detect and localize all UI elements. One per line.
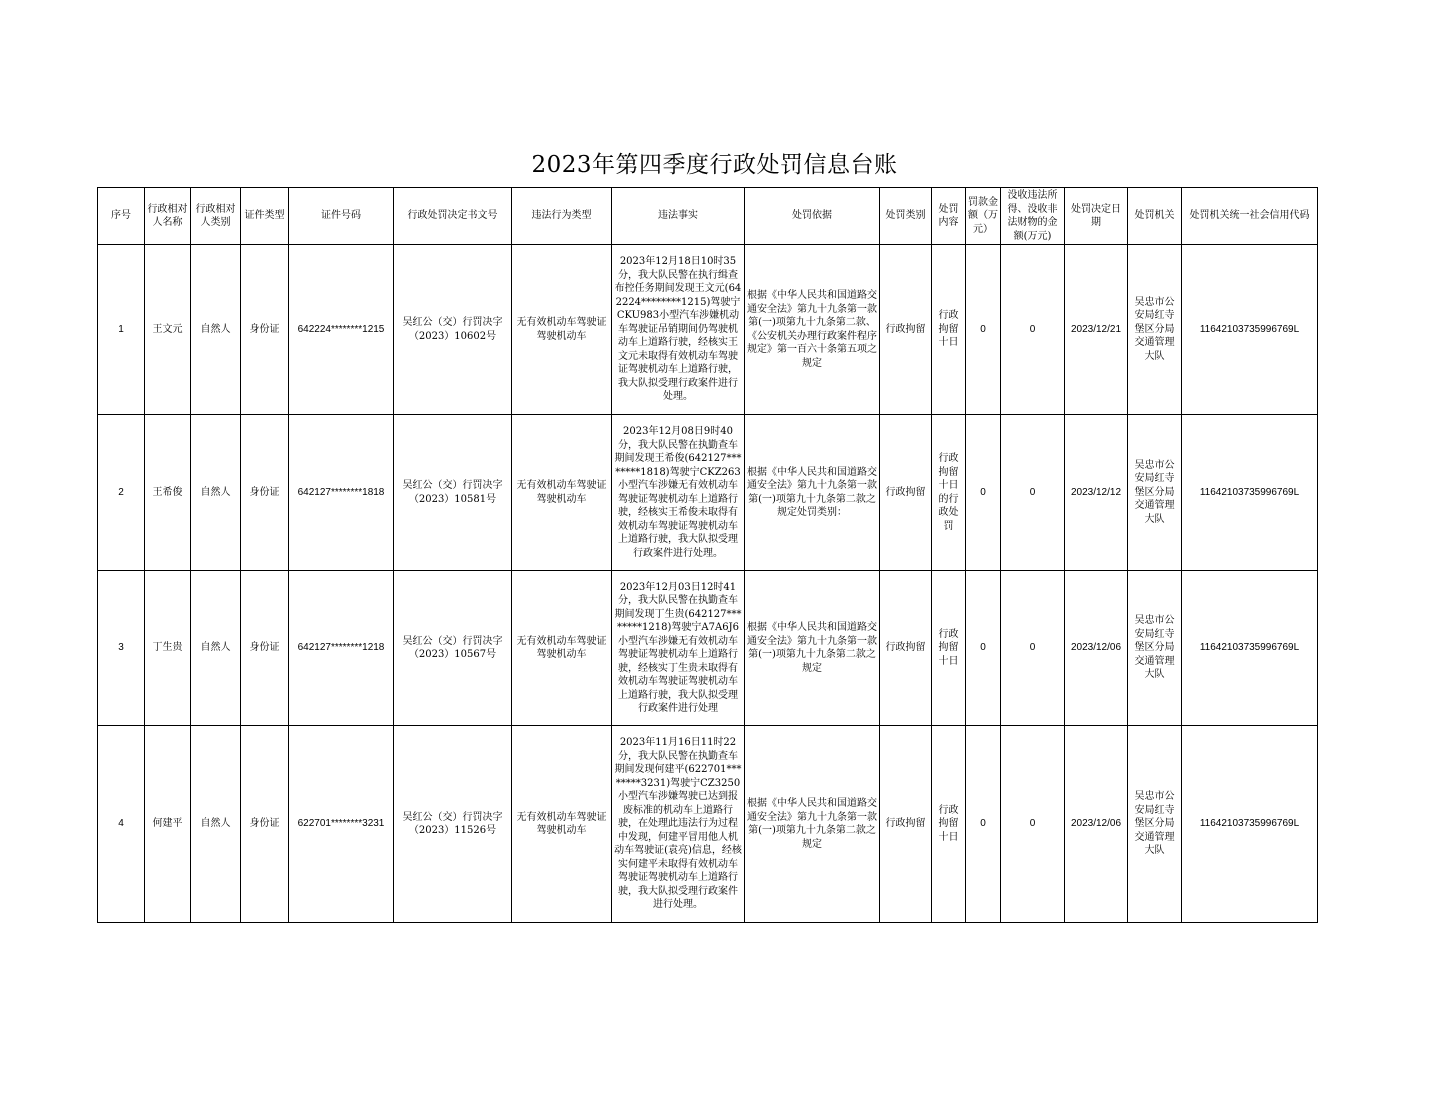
table-row [98, 245, 1318, 415]
row-number: 1 [98, 245, 145, 415]
decision-date: 2023/12/12 [1065, 415, 1128, 571]
decision-date: 2023/12/06 [1065, 571, 1128, 726]
fine-amount: 0 [966, 415, 1001, 571]
party-name: 何建平 [145, 726, 191, 923]
table-row [98, 415, 1318, 571]
penalty-authority: 吴忠市公安局红寺堡区分局交通管理大队 [1128, 245, 1182, 415]
penalty-ledger-table [97, 187, 1318, 923]
header-cell: 行政相对人类别 [191, 188, 241, 245]
violation-facts: 2023年12月08日9时40分，我大队民警在执勤查车期间发现王希俊(642127********1818)驾驶宁CKZ263小型汽车涉嫌无有效机动车驾驶证驾驶机动车上道路行驶，经核实王希俊未取得有效机动车驾驶证驾驶机动车上道路行驶，我大队拟受理行政案件进行处理。 [612, 415, 745, 571]
violation-facts: 2023年12月03日12时41分，我大队民警在执勤查车期间发现丁生贵(642127********1218)驾驶宁A7A6J6小型汽车涉嫌无有效机动车驾驶证驾驶机动车上道路行驶，经核实丁生贵未取得有效机动车驾驶证驾驶机动车上道路行驶，我大队拟受理行政案件进行处理 [612, 571, 745, 726]
decision-doc-number: 吴红公（交）行罚决字（2023）10581号 [394, 415, 512, 571]
table-row [98, 726, 1318, 923]
fine-amount: 0 [966, 726, 1001, 923]
violation-type: 无有效机动车驾驶证驾驶机动车 [512, 245, 612, 415]
fine-amount: 0 [966, 245, 1001, 415]
penalty-content: 行政拘留十日 [932, 726, 966, 923]
confiscation-amount: 0 [1001, 415, 1065, 571]
header-cell: 没收违法所得、没收非法财物的金额(万元) [1001, 188, 1065, 245]
id-type: 身份证 [241, 571, 289, 726]
header-cell: 违法事实 [612, 188, 745, 245]
penalty-authority: 吴忠市公安局红寺堡区分局交通管理大队 [1128, 415, 1182, 571]
row-number: 2 [98, 415, 145, 571]
penalty-basis: 根据《中华人民共和国道路交通安全法》第九十九条第一款第(一)项第九十九条第二款之规定 [745, 571, 880, 726]
table-header-row [98, 188, 1318, 245]
id-type: 身份证 [241, 726, 289, 923]
violation-facts: 2023年12月18日10时35分，我大队民警在执行缉查布控任务期间发现王文元(642224********1215)驾驶宁CKU983小型汽车涉嫌机动车驾驶证吊销期间仍驾驶机动车上道路行驶，经核实王文元未取得有效机动车驾驶证驾驶机动车上道路行驶，我大队拟受理行政案件进行处理。 [612, 245, 745, 415]
header-cell: 罚款金额（万元） [966, 188, 1001, 245]
header-cell: 处罚机关统一社会信用代码 [1182, 188, 1318, 245]
penalty-category: 行政拘留 [880, 726, 932, 923]
confiscation-amount: 0 [1001, 245, 1065, 415]
header-cell: 处罚类别 [880, 188, 932, 245]
confiscation-amount: 0 [1001, 726, 1065, 923]
violation-facts: 2023年11月16日11时22分，我大队民警在执勤查车期间发现何建平(622701********3231)驾驶宁CZ3250小型汽车涉嫌驾驶已达到报废标准的机动车上道路行驶，在处理此违法行为过程中发现，何建平冒用他人机动车驾驶证(袁亮)信息，经核实何建平未取得有效机动车驾驶证驾驶机动车上道路行驶，我大队拟受理行政案件进行处理。 [612, 726, 745, 923]
penalty-authority: 吴忠市公安局红寺堡区分局交通管理大队 [1128, 571, 1182, 726]
authority-credit-code: 11642103735996769L [1182, 571, 1318, 726]
id-type: 身份证 [241, 245, 289, 415]
header-cell: 处罚决定日期 [1065, 188, 1128, 245]
id-number: 642127********1818 [289, 415, 394, 571]
decision-doc-number: 吴红公（交）行罚决字（2023）10602号 [394, 245, 512, 415]
authority-credit-code: 11642103735996769L [1182, 245, 1318, 415]
penalty-content: 行政拘留十日 [932, 245, 966, 415]
decision-doc-number: 吴红公（交）行罚决字（2023）11526号 [394, 726, 512, 923]
party-name: 丁生贵 [145, 571, 191, 726]
decision-date: 2023/12/21 [1065, 245, 1128, 415]
penalty-category: 行政拘留 [880, 571, 932, 726]
id-number: 622701********3231 [289, 726, 394, 923]
party-name: 王文元 [145, 245, 191, 415]
header-cell: 序号 [98, 188, 145, 245]
penalty-category: 行政拘留 [880, 245, 932, 415]
party-type: 自然人 [191, 415, 241, 571]
penalty-content: 行政拘留十日的行政处罚 [932, 415, 966, 571]
violation-type: 无有效机动车驾驶证驾驶机动车 [512, 571, 612, 726]
penalty-basis: 根据《中华人民共和国道路交通安全法》第九十九条第一款第(一)项第九十九条第二款、《公安机关办理行政案件程序规定》第一百六十条第五项之规定 [745, 245, 880, 415]
id-type: 身份证 [241, 415, 289, 571]
decision-doc-number: 吴红公（交）行罚决字（2023）10567号 [394, 571, 512, 726]
penalty-category: 行政拘留 [880, 415, 932, 571]
header-cell: 证件号码 [289, 188, 394, 245]
header-cell: 处罚内容 [932, 188, 966, 245]
header-cell: 违法行为类型 [512, 188, 612, 245]
decision-date: 2023/12/06 [1065, 726, 1128, 923]
header-cell: 行政处罚决定书文号 [394, 188, 512, 245]
row-number: 3 [98, 571, 145, 726]
party-type: 自然人 [191, 245, 241, 415]
header-cell: 处罚机关 [1128, 188, 1182, 245]
id-number: 642127********1218 [289, 571, 394, 726]
party-type: 自然人 [191, 571, 241, 726]
header-cell: 行政相对人名称 [145, 188, 191, 245]
fine-amount: 0 [966, 571, 1001, 726]
penalty-authority: 吴忠市公安局红寺堡区分局交通管理大队 [1128, 726, 1182, 923]
id-number: 642224********1215 [289, 245, 394, 415]
table-row [98, 571, 1318, 726]
penalty-basis: 根据《中华人民共和国道路交通安全法》第九十九条第一款第(一)项第九十九条第二款之规定 [745, 726, 880, 923]
violation-type: 无有效机动车驾驶证驾驶机动车 [512, 726, 612, 923]
party-type: 自然人 [191, 726, 241, 923]
confiscation-amount: 0 [1001, 571, 1065, 726]
header-cell: 证件类型 [241, 188, 289, 245]
authority-credit-code: 11642103735996769L [1182, 415, 1318, 571]
penalty-content: 行政拘留十日 [932, 571, 966, 726]
party-name: 王希俊 [145, 415, 191, 571]
page-title: 2023年第四季度行政处罚信息台账 [531, 152, 898, 178]
authority-credit-code: 11642103735996769L [1182, 726, 1318, 923]
row-number: 4 [98, 726, 145, 923]
violation-type: 无有效机动车驾驶证驾驶机动车 [512, 415, 612, 571]
header-cell: 处罚依据 [745, 188, 880, 245]
penalty-basis: 根据《中华人民共和国道路交通安全法》第九十九条第一款第(一)项第九十九条第二款之规定处罚类别： [745, 415, 880, 571]
